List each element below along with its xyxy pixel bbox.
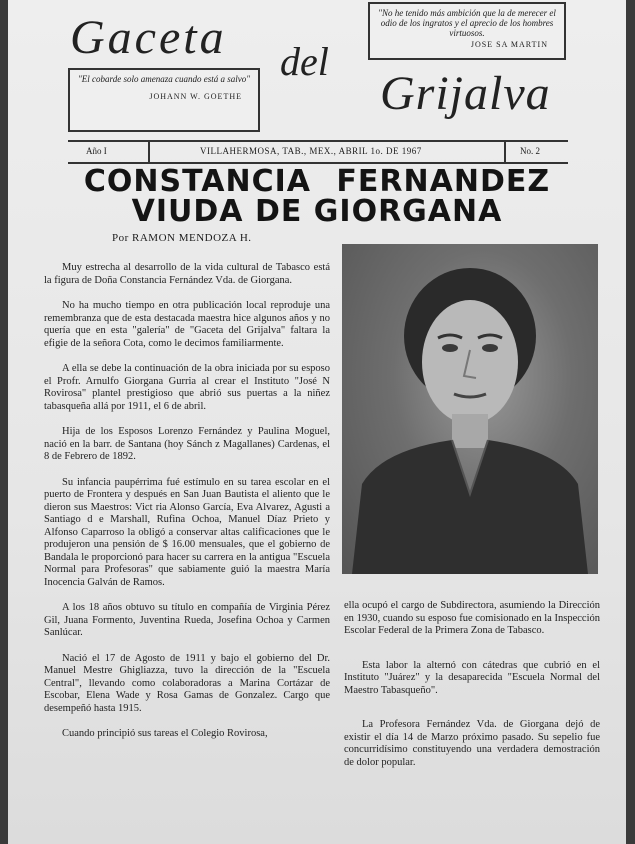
paragraph: La Profesora Fernández Vda. de Giorgana dejó de existir el día 14 de Marzo próximo pasado. Su sepelio fue concurridísimo constituyendo una verdadera demostración de dolor popular. [344,719,600,768]
quote-author-martin: JOSE SA MARTIN [470,40,548,49]
dateline-bar [68,140,568,164]
headline-line-2: VIUDA DE GIORGANA [131,194,503,229]
byline: Por RAMON MENDOZA H. [112,232,252,244]
dateline-issue-number: No. 2 [520,146,540,156]
portrait-photo [342,244,598,574]
quote-box-martin [368,2,566,60]
paragraph: A los 18 años obtuvo su título en compañía de Virginia Pérez Gil, Juana Formento, Juventina Rueda, Josefina Ochoa y Carmen Sanlúcar. [44,602,330,638]
masthead-del: del [280,39,329,84]
paragraph: No ha mucho tiempo en otra publicación local reproduje una remembranza que de esta destacada maestra hice algunos años y no quería que en esta "galería" de "Gaceta del Grijalva" faltara la efigie de la señora Cota, como le decimos familiarmente. [44,300,330,349]
quote-text-goethe: "El cobarde solo amenaza cuando está a salvo" [78,74,250,84]
paragraph: A ella se debe la continuación de la obra iniciada por su esposo el Profr. Arnulfo Giorgana Gurria al crear el Instituto "José N Rovirosa" plantel prestigioso que abrió sus puertas a la niñez tabasqueña allá por 1911, el 6 de abril. [44,363,330,412]
quote-box-goethe [68,68,260,132]
paragraph: Cuando principió sus tareas el Colegio Rovirosa, [62,728,268,739]
dateline-place-date: VILLAHERMOSA, TAB., MEX., ABRIL 1o. DE 1967 [200,146,422,156]
dateline-divider [504,142,506,162]
dateline-divider [148,142,150,162]
left-column [44,262,330,754]
quote-text-martin: "No he tenido más ambición que la de merecer el odio de los ingratos y el aprecio de los hombres virtuosos. [378,8,556,38]
paragraph: Nació el 17 de Agosto de 1911 y bajo el gobierno del Dr. Manuel Mestre Ghigliazza, tuvo la dirección de la "Escuela Central", llevando como colaboradoras a Marina Cortázar de Escobar, Elena Wade y Rosa Gamas de Gonzalez. Cargo que desempeñó hasta 1915. [44,652,330,714]
newspaper-page [8,0,626,844]
masthead-grijalva: Grijalva [380,67,551,120]
portrait-illustration [342,244,598,574]
paragraph: Muy estrecha al desarrollo de la vida cultural de Tabasco está la figura de Doña Constancia Fernández Vda. de Giorgana. [44,262,330,286]
paragraph: Su infancia paupérrima fué estímulo en su tarea escolar en el puerto de Frontera y después en San Juan Bautista el aliento que le dieron sus Maestros: Vict ria Alonso García, Eva Alvarez, Agusti a Santiago d e Marshall, Rufina Ochoa, Manuel Díaz Prieto y Alfonso Caparroso la obligó a conservar altas calificaciones que le produjeron una pensión de $ 16.00 mensuales, que el gobierno de Bandala le proporcionó para hacer su carrera en la antigua "Escuela Normal para Profesoras" que sabiamente guió la maestra María Inocencia Galván de Ramos. [44,476,330,588]
masthead-gaceta: Gaceta [70,11,227,64]
headline-line-1: CONSTANCIA FERNANDEZ [83,164,551,199]
quote-author-goethe: JOHANN W. GOETHE [149,92,242,101]
paragraph: Hija de los Esposos Lorenzo Fernández y Paulina Moguel, nació en la barr. de Santana (hoy Sánch z Magallanes) Cardenas, el 8 de Febrero de 1892. [44,426,330,462]
dateline-year: Año I [86,146,107,156]
right-column [344,600,600,791]
paragraph: Esta labor la alternó con cátedras que cubrió en el Instituto "Juárez" y la desaparecida "Escuela Normal del Maestro Tabasqueño". [344,659,600,696]
paragraph: ella ocupó el cargo de Subdirectora, asumiendo la Dirección en 1930, cuando su esposo fue comisionado en la Inspección Escolar Federal de la Primera Zona de Tabasco. [344,600,600,636]
